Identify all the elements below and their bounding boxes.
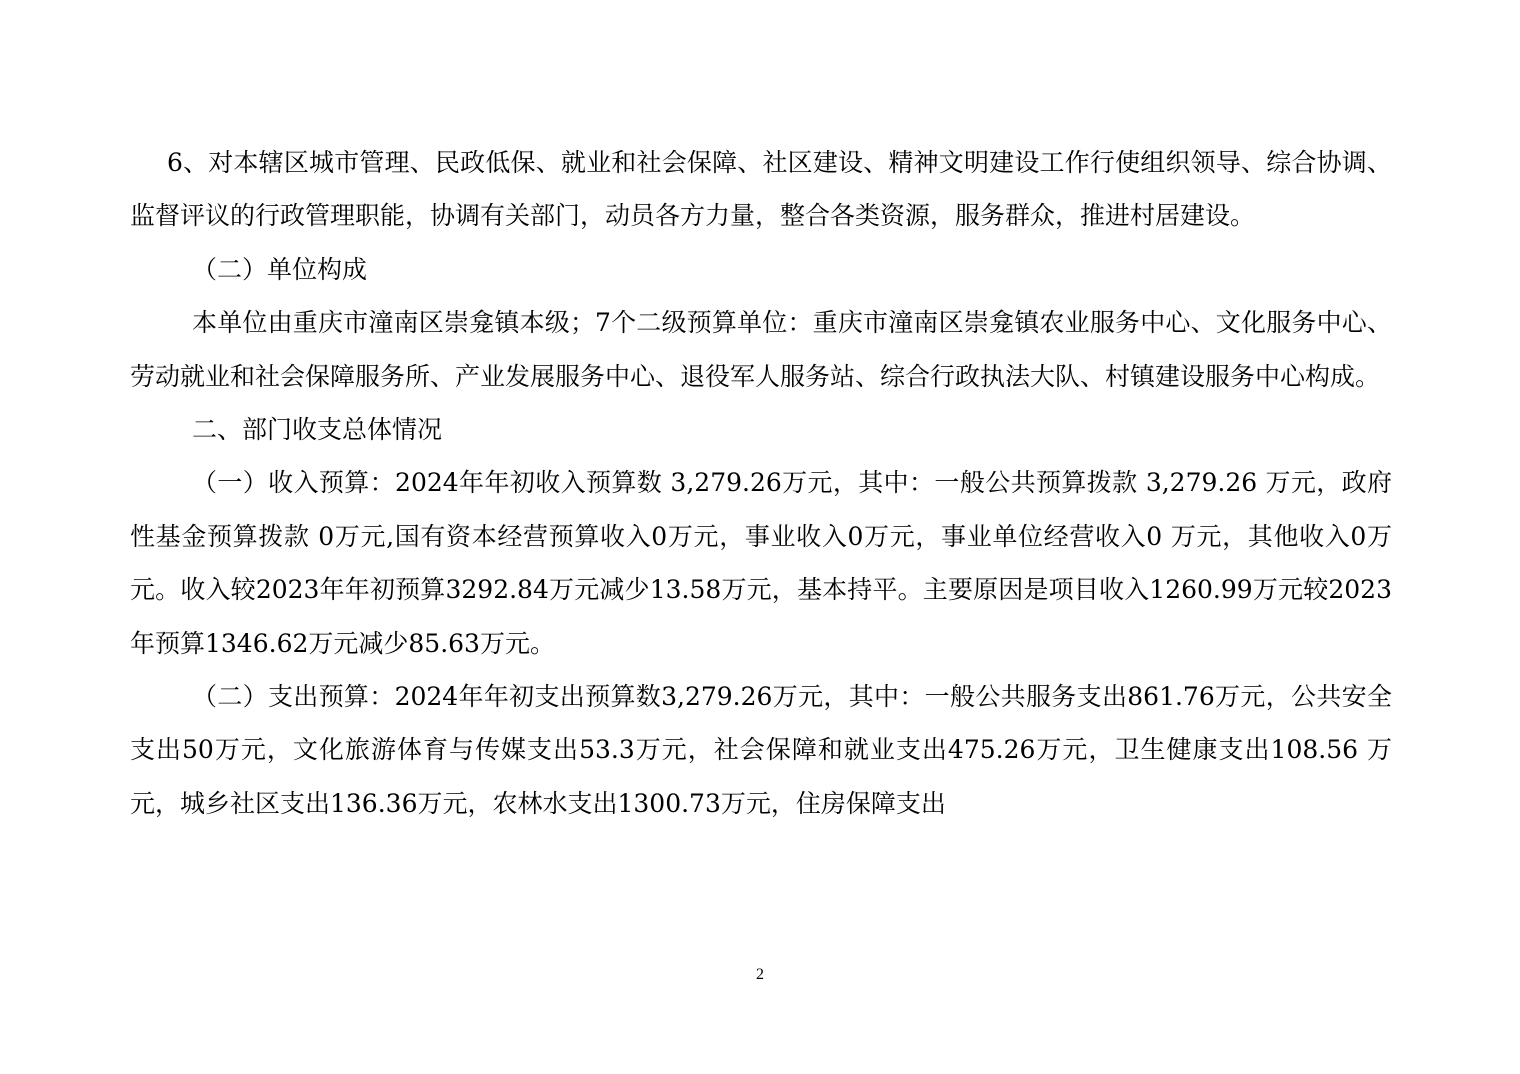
heading-unit-composition: （二）单位构成 xyxy=(192,254,368,284)
paragraph-expenditure-budget: （二）支出预算：2024年年初支出预算数3,279.26万元，其中：一般公共服务支出861.76万元，公共安全支出50万元，文化旅游体育与传媒支出53.3万元，社会保障和就业支出475.26万元，卫生健康支出108.56 万元，城乡社区支出136.36万元，农林水支出1300.73万元，住房保障支出 xyxy=(130,682,1392,818)
paragraph-income-budget: （一）收入预算：2024年年初收入预算数 3,279.26万元，其中：一般公共预算拨款 3,279.26 万元，政府性基金预算拨款 0万元,国有资本经营预算收入0万元，事业收入0万元，事业单位经营收入0 万元，其他收入0万元。收入较2023年年初预算3292.84万元减少13.58万元，基本持平。主要原因是项目收入1260.99万元较2023年预算1346.62万元减少85.63万元。 xyxy=(130,468,1392,658)
document-body xyxy=(130,136,1392,830)
paragraph-duty-6: 6、对本辖区城市管理、民政低保、就业和社会保障、社区建设、精神文明建设工作行使组织领导、综合协调、监督评议的行政管理职能，协调有关部门，动员各方力量，整合各类资源，服务群众，推进村居建设。 xyxy=(130,148,1392,231)
page-number: 2 xyxy=(756,966,764,983)
paragraph-unit-composition: 本单位由重庆市潼南区崇龛镇本级；7个二级预算单位：重庆市潼南区崇龛镇农业服务中心、文化服务中心、劳动就业和社会保障服务所、产业发展服务中心、退役军人服务站、综合行政执法大队、村镇建设服务中心构成。 xyxy=(130,308,1392,391)
heading-revenue-expenditure: 二、部门收支总体情况 xyxy=(192,415,443,445)
